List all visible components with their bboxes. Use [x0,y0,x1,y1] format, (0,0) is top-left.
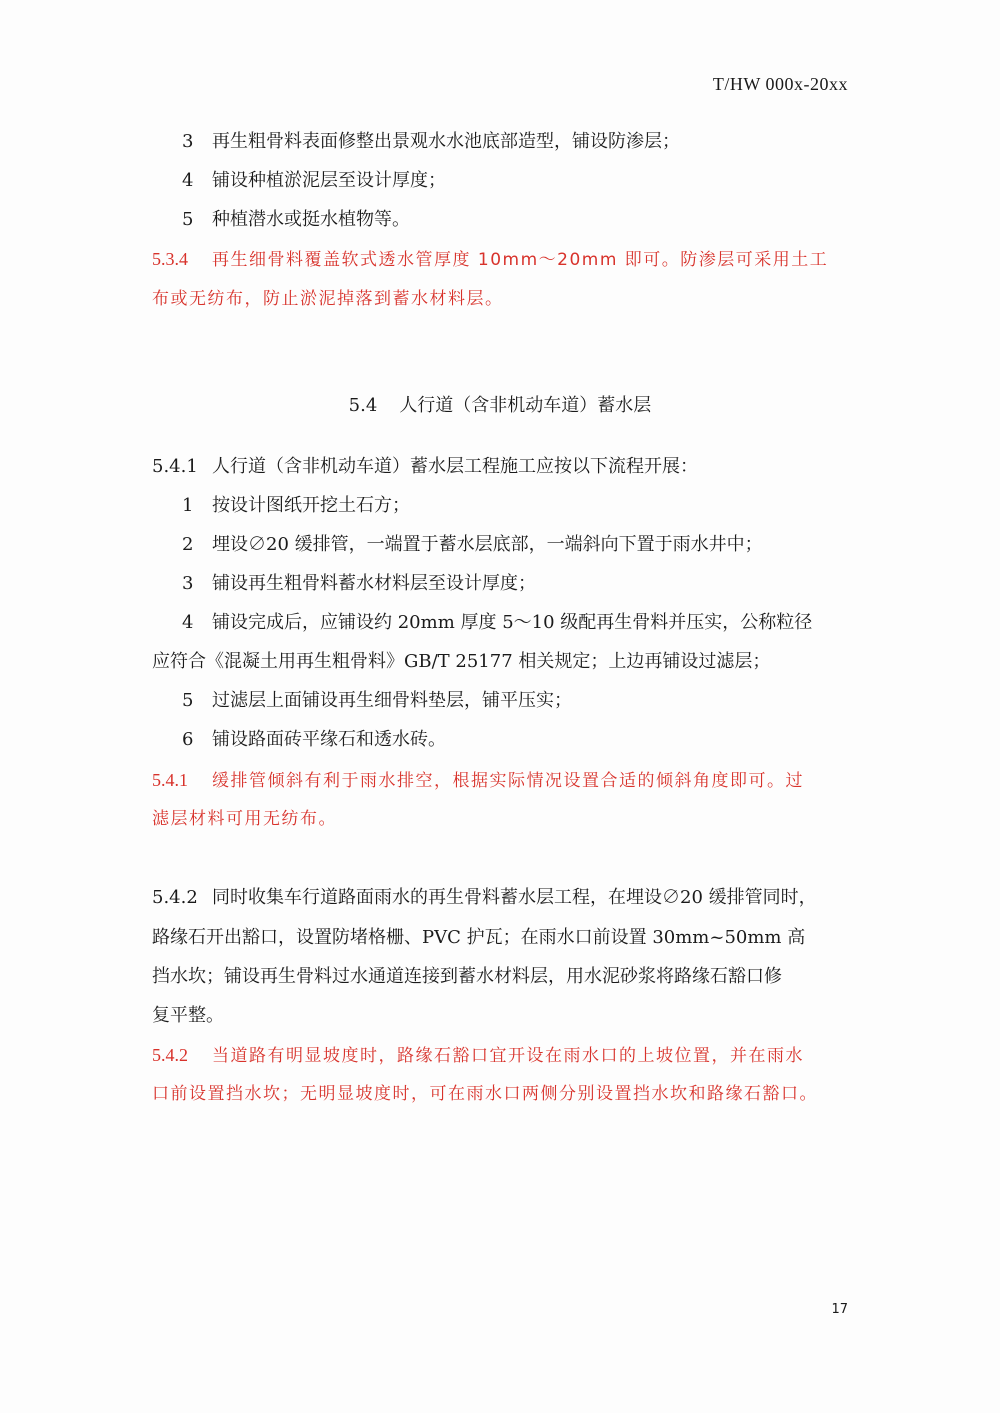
note-542-line2 [152,1083,818,1105]
clause-number: 5.4.1 [152,456,198,477]
list-item [182,534,763,556]
list-item [182,170,446,192]
list-item-continuation [152,651,770,673]
item-number: 6 [182,729,194,750]
item-number: 4 [182,612,194,633]
note-text: 缓排管倾斜有利于雨水排空，根据实际情况设置合适的倾斜角度即可。过 [212,771,804,791]
item-text: 铺设完成后，应铺设约 20mm 厚度 5～10 级配再生骨料并压实，公称粒径 [212,612,813,633]
clause-542-line2 [152,927,805,949]
item-number: 4 [182,170,194,191]
clause-541 [152,456,698,478]
item-text: 铺设再生粗骨料蓄水材料层至设计厚度； [212,573,536,594]
item-text: 按设计图纸开挖土石方； [212,495,410,516]
clause-text: 路缘石开出豁口，设置防堵格栅、PVC 护瓦；在雨水口前设置 30mm~50mm 高 [152,927,806,948]
note-number: 5.4.1 [152,770,188,790]
note-text: 再生细骨料覆盖软式透水管厚度 10mm～20mm 即可。防渗层可采用土工 [212,250,829,270]
note-541-line1 [152,769,804,792]
clause-542-line1 [152,887,817,909]
item-number: 1 [182,495,194,516]
list-item [182,495,410,517]
item-number: 3 [182,131,194,152]
section-heading [0,391,1000,417]
item-number: 5 [182,690,194,711]
section-title: 人行道（含非机动车道）蓄水层 [399,395,652,416]
note-text: 布或无纺布，防止淤泥掉落到蓄水材料层。 [152,289,504,309]
clause-542-line4 [152,1005,224,1027]
note-534-line1 [152,248,828,271]
clause-number: 5.4.2 [152,887,198,908]
item-text: 铺设路面砖平缘石和透水砖。 [212,729,446,750]
list-item [182,729,446,751]
item-text: 过滤层上面铺设再生细骨料垫层，铺平压实； [212,690,572,711]
section-number: 5.4 [348,395,378,416]
note-number: 5.4.2 [152,1045,188,1065]
item-number: 2 [182,534,194,555]
note-534-line2 [152,288,504,310]
clause-text: 同时收集车行道路面雨水的再生骨料蓄水层工程，在埋设∅20 缓排管同时， [212,887,817,908]
note-541-line2 [152,808,337,830]
note-text: 当道路有明显坡度时，路缘石豁口宜开设在雨水口的上坡位置，并在雨水 [212,1046,804,1066]
clause-text: 挡水坎；铺设再生骨料过水通道连接到蓄水材料层，用水泥砂浆将路缘石豁口修 [152,966,782,987]
page-number: 17 [831,1302,848,1317]
list-item [182,573,536,595]
note-number: 5.3.4 [152,249,188,269]
item-text: 种植潜水或挺水植物等。 [212,209,410,230]
item-number: 5 [182,209,194,230]
item-number: 3 [182,573,194,594]
clause-text: 人行道（含非机动车道）蓄水层工程施工应按以下流程开展： [212,456,698,477]
item-text: 铺设种植淤泥层至设计厚度； [212,170,446,191]
note-text: 滤层材料可用无纺布。 [152,809,337,829]
list-item [182,690,572,712]
list-item [182,612,812,634]
item-text: 埋设∅20 缓排管，一端置于蓄水层底部，一端斜向下置于雨水井中； [212,534,763,555]
standard-code: T/HW 000x-20xx [712,74,848,94]
list-item [182,209,410,231]
list-item [182,131,680,153]
note-text: 口前设置挡水坎；无明显坡度时，可在雨水口两侧分别设置挡水坎和路缘石豁口。 [152,1084,818,1104]
clause-text: 复平整。 [152,1005,224,1026]
clause-542-line3 [152,966,782,988]
item-text: 再生粗骨料表面修整出景观水水池底部造型，铺设防渗层； [212,131,680,152]
note-542-line1 [152,1044,804,1067]
item-text: 应符合《混凝土用再生粗骨料》GB/T 25177 相关规定；上边再铺设过滤层； [152,651,771,672]
